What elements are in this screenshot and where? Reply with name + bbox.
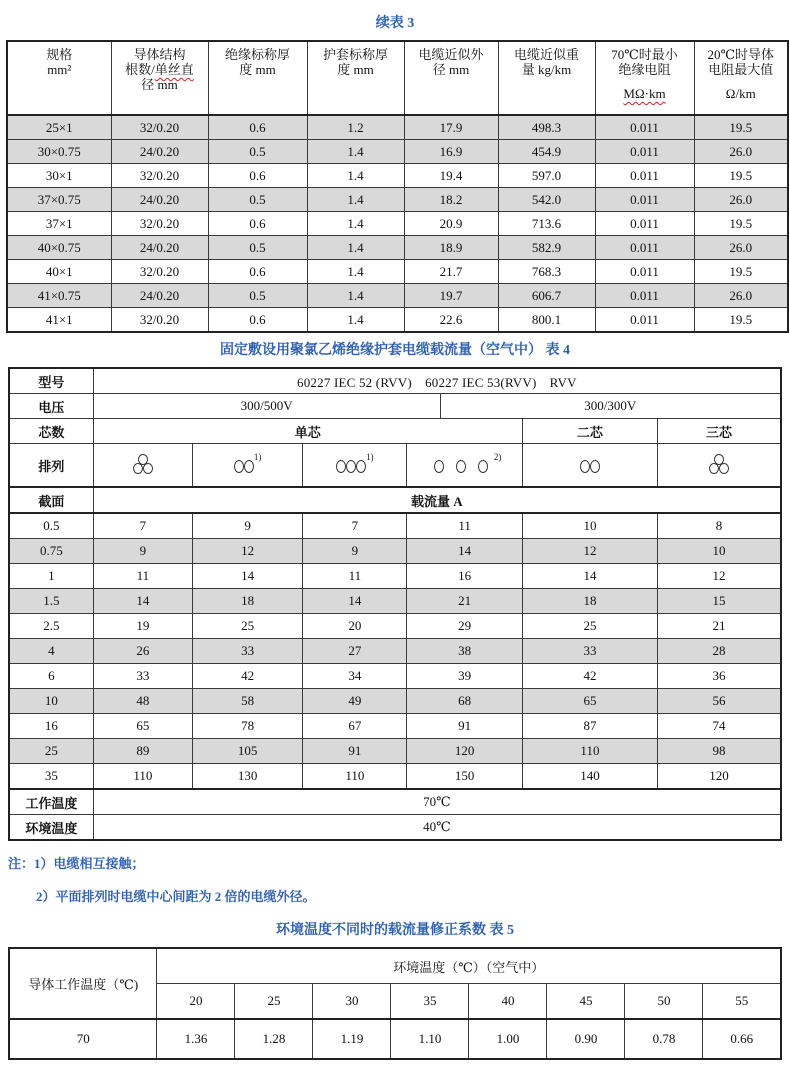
circle-glyph (478, 460, 488, 473)
cell: 19.5 (694, 164, 788, 188)
arrangement-cell (658, 444, 781, 488)
note-2: 2）平面排列时电缆中心间距为 2 倍的电缆外径。 (36, 889, 316, 904)
ampacity-cell: 9 (303, 539, 407, 564)
ambient-temp-cell: 45 (547, 984, 625, 1020)
ambient-temp-cell: 55 (703, 984, 781, 1020)
cell: 542.0 (498, 188, 595, 212)
section-cell: 2.5 (9, 614, 93, 639)
note-1: 注：1）电缆相互接触； (8, 856, 145, 871)
cell: 0.011 (595, 164, 694, 188)
correction-factor-table (8, 947, 782, 1060)
cell: 19.5 (694, 308, 788, 333)
ampacity-cell: 14 (522, 564, 657, 589)
circle-glyph (709, 463, 719, 474)
cell: 24/0.20 (111, 140, 208, 164)
ampacity-cell: 21 (407, 589, 522, 614)
table-row (9, 614, 781, 639)
ampacity-cell: 20 (303, 614, 407, 639)
table-row (9, 589, 781, 614)
ampacity-table (8, 367, 782, 841)
ampacity-cell: 11 (93, 564, 192, 589)
cell: 0.5 (208, 236, 307, 260)
cell: 18.9 (404, 236, 498, 260)
cell: 20.9 (404, 212, 498, 236)
cell: 1.4 (307, 164, 404, 188)
cell: 606.7 (498, 284, 595, 308)
model-row (9, 368, 781, 394)
cell: 37×1 (7, 212, 111, 236)
arrangement-cell (192, 444, 302, 488)
arrangement-cell (522, 444, 657, 488)
ambient-temp-group-header: 环境温度（℃）（空气中） (157, 948, 781, 984)
working-temp-value: 70℃ (93, 789, 781, 815)
cell: 1.4 (307, 188, 404, 212)
table-row (9, 564, 781, 589)
table-row (7, 140, 788, 164)
table3-body (7, 115, 788, 332)
section-label: 截面 (9, 487, 93, 513)
ampacity-cell: 12 (522, 539, 657, 564)
footnote-marker: 1) (366, 451, 374, 462)
table4-title: 固定敷设用聚氯乙烯绝缘护套电缆载流量（空气中） 表 4 (220, 343, 570, 358)
ambient-temp-cell: 35 (391, 984, 469, 1020)
circle-glyph (133, 463, 143, 474)
cell: 0.011 (595, 308, 694, 333)
cable-arrangement-icon (234, 460, 254, 473)
cell: 0.6 (208, 115, 307, 140)
cell: 26.0 (694, 236, 788, 260)
cell: 0.5 (208, 188, 307, 212)
cell: 19.4 (404, 164, 498, 188)
cell: 19.7 (404, 284, 498, 308)
cell: 768.3 (498, 260, 595, 284)
ampacity-cell: 89 (93, 739, 192, 764)
 (336, 460, 366, 473)
ambient-temp-row (9, 815, 781, 841)
conductor-temp-header: 导体工作温度（℃) (9, 948, 157, 1019)
cell: 582.9 (498, 236, 595, 260)
section-cell: 0.75 (9, 539, 93, 564)
cell: 19.5 (694, 115, 788, 140)
ampacity-cell: 74 (658, 714, 781, 739)
cell: 32/0.20 (111, 308, 208, 333)
correction-factor-cell: 0.78 (625, 1019, 703, 1059)
cell: 22.6 (404, 308, 498, 333)
cell: 498.3 (498, 115, 595, 140)
section-cell: 35 (9, 764, 93, 790)
ampacity-cell: 36 (658, 664, 781, 689)
ampacity-cell: 18 (192, 589, 302, 614)
cell: 0.011 (595, 212, 694, 236)
ampacity-cell: 58 (192, 689, 302, 714)
table-row (7, 284, 788, 308)
correction-factor-cell: 1.10 (391, 1019, 469, 1059)
cell: 32/0.20 (111, 164, 208, 188)
table3-header-cell: 护套标称厚 度 mm (307, 41, 404, 115)
cable-arrangement-icon (336, 460, 366, 473)
ampacity-cell: 11 (407, 513, 522, 539)
table3-header-cell: 绝缘标称厚 度 mm (208, 41, 307, 115)
table-row (9, 513, 781, 539)
ampacity-cell: 33 (192, 639, 302, 664)
ampacity-cell: 11 (303, 564, 407, 589)
ambient-temp-value: 40℃ (93, 815, 781, 841)
table-row (7, 115, 788, 140)
ampacity-cell: 16 (407, 564, 522, 589)
spellcheck-squiggle: MΩ·km (623, 86, 666, 101)
ampacity-cell: 39 (407, 664, 522, 689)
table5-header-row (9, 948, 781, 984)
ampacity-cell: 49 (303, 689, 407, 714)
cell: 41×0.75 (7, 284, 111, 308)
table-row (9, 664, 781, 689)
cell: 1.4 (307, 260, 404, 284)
cell: 1.4 (307, 140, 404, 164)
arrangement-cell (93, 444, 192, 488)
ampacity-cell: 91 (407, 714, 522, 739)
table3-header-cell: 电缆近似重 量 kg/km (498, 41, 595, 115)
ampacity-cell: 68 (407, 689, 522, 714)
table3-header-cell: 70℃时最小 绝缘电阻 MΩ·km (595, 41, 694, 115)
ampacity-cell: 12 (192, 539, 302, 564)
cell: 41×1 (7, 308, 111, 333)
table3-title: 续表 3 (375, 16, 415, 31)
ampacity-cell: 14 (407, 539, 522, 564)
cell: 0.6 (208, 308, 307, 333)
ampacity-cell: 26 (93, 639, 192, 664)
ampacity-cell: 33 (93, 664, 192, 689)
circle-glyph (434, 460, 444, 473)
ampacity-cell: 18 (522, 589, 657, 614)
table-row (9, 739, 781, 764)
ampacity-cell: 91 (303, 739, 407, 764)
model-label: 型号 (9, 368, 93, 394)
cable-arrangement-icon (428, 460, 494, 473)
cell: 0.011 (595, 284, 694, 308)
cable-arrangement-icon (133, 454, 153, 474)
ampacity-cell: 67 (303, 714, 407, 739)
ampacity-cell: 25 (522, 614, 657, 639)
circle-glyph (590, 460, 600, 473)
circle-glyph (719, 463, 729, 474)
voltage-row (9, 394, 781, 419)
cores-two: 二芯 (522, 419, 657, 444)
ampacity-cell: 140 (522, 764, 657, 790)
cores-label: 芯数 (9, 419, 93, 444)
table-row (7, 212, 788, 236)
ambient-temp-cell: 25 (235, 984, 313, 1020)
table3-header-cell: 20℃时导体 电阻最大值 Ω/km (694, 41, 788, 115)
 (133, 463, 153, 474)
ampacity-cell: 7 (303, 513, 407, 539)
correction-factor-cell: 1.28 (235, 1019, 313, 1059)
 (234, 460, 254, 473)
cell: 32/0.20 (111, 212, 208, 236)
voltage-right-value: 300/300V (440, 394, 781, 419)
cell: 800.1 (498, 308, 595, 333)
cell: 19.5 (694, 260, 788, 284)
ampacity-cell: 48 (93, 689, 192, 714)
ampacity-cell: 29 (407, 614, 522, 639)
ampacity-cell: 42 (192, 664, 302, 689)
cores-row (9, 419, 781, 444)
footnote-marker: 1) (253, 451, 262, 462)
cell: 713.6 (498, 212, 595, 236)
ampacity-cell: 65 (93, 714, 192, 739)
cell: 18.2 (404, 188, 498, 212)
ampacity-cell: 7 (93, 513, 192, 539)
ampacity-cell: 9 (93, 539, 192, 564)
working-temp-row (9, 789, 781, 815)
ampacity-cell: 14 (303, 589, 407, 614)
circle-glyph (143, 463, 153, 474)
cell: 1.2 (307, 115, 404, 140)
cell: 0.011 (595, 260, 694, 284)
ampacity-cell: 38 (407, 639, 522, 664)
cable-arrangement-icon (709, 454, 729, 474)
ambient-temp-label: 环境温度 (9, 815, 93, 841)
arrangement-cell (407, 444, 522, 488)
table-row (9, 714, 781, 739)
ampacity-cell: 14 (192, 564, 302, 589)
section-cell: 1 (9, 564, 93, 589)
ampacity-cell: 28 (658, 639, 781, 664)
voltage-left-value: 300/500V (93, 394, 440, 419)
circle-glyph (456, 460, 466, 473)
ampacity-cell: 56 (658, 689, 781, 714)
cell: 17.9 (404, 115, 498, 140)
conductor-temp-value: 70 (9, 1019, 157, 1059)
cable-arrangement-icon (580, 460, 600, 473)
correction-factor-cell: 1.36 (157, 1019, 235, 1059)
cell: 1.4 (307, 236, 404, 260)
ampacity-cell: 10 (658, 539, 781, 564)
cell: 0.6 (208, 212, 307, 236)
ampacity-header-row (9, 487, 781, 513)
table5-title: 环境温度不同时的载流量修正系数 表 5 (276, 923, 514, 938)
table3-header-cell: 规格 mm² (7, 41, 111, 115)
cable-spec-table (6, 40, 789, 333)
cell: 0.011 (595, 115, 694, 140)
ampacity-cell: 110 (303, 764, 407, 790)
ampacity-cell: 14 (93, 589, 192, 614)
ampacity-cell: 130 (192, 764, 302, 790)
table-row (9, 689, 781, 714)
cell: 25×1 (7, 115, 111, 140)
notes-block (8, 853, 784, 905)
ampacity-cell: 110 (522, 739, 657, 764)
cell: 26.0 (694, 284, 788, 308)
table3-header-cell: 电缆近似外 径 mm (404, 41, 498, 115)
cell: 0.6 (208, 260, 307, 284)
ampacity-cell: 27 (303, 639, 407, 664)
table3-header-row (7, 41, 788, 115)
 (709, 463, 729, 474)
ampacity-cell: 42 (522, 664, 657, 689)
table3-header-cell: 导体结构 根数/单丝直 径 mm (111, 41, 208, 115)
cell: 0.011 (595, 188, 694, 212)
cell: 26.0 (694, 140, 788, 164)
ampacity-cell: 110 (93, 764, 192, 790)
table-row (9, 639, 781, 664)
section-cell: 10 (9, 689, 93, 714)
cell: 454.9 (498, 140, 595, 164)
arrangement-cell (303, 444, 407, 488)
ampacity-cell: 78 (192, 714, 302, 739)
ampacity-cell: 65 (522, 689, 657, 714)
cell: 40×1 (7, 260, 111, 284)
table-row (9, 764, 781, 790)
model-value: 60227 IEC 52 (RVV) 60227 IEC 53(RVV) RVV (93, 368, 781, 394)
section-cell: 1.5 (9, 589, 93, 614)
ampacity-cell: 98 (658, 739, 781, 764)
cell: 0.6 (208, 164, 307, 188)
table-row (9, 539, 781, 564)
ampacity-cell: 34 (303, 664, 407, 689)
cell: 16.9 (404, 140, 498, 164)
table5-data-row (9, 1019, 781, 1059)
cell: 0.011 (595, 140, 694, 164)
table-row (7, 260, 788, 284)
cores-three: 三芯 (658, 419, 781, 444)
working-temp-label: 工作温度 (9, 789, 93, 815)
ampacity-cell: 8 (658, 513, 781, 539)
arrangement-row (9, 444, 781, 488)
cell: 24/0.20 (111, 188, 208, 212)
footnote-marker: 2) (493, 451, 502, 462)
ampacity-cell: 25 (192, 614, 302, 639)
cell: 21.7 (404, 260, 498, 284)
cell: 0.011 (595, 236, 694, 260)
cell: 1.4 (307, 212, 404, 236)
cell: 0.5 (208, 284, 307, 308)
ambient-temp-cell: 50 (625, 984, 703, 1020)
cell: 24/0.20 (111, 284, 208, 308)
ampacity-cell: 15 (658, 589, 781, 614)
cell: 32/0.20 (111, 115, 208, 140)
circle-glyph (356, 460, 366, 473)
cell: 30×0.75 (7, 140, 111, 164)
section-cell: 4 (9, 639, 93, 664)
circle-glyph (244, 460, 254, 473)
cell: 26.0 (694, 188, 788, 212)
ampacity-cell: 21 (658, 614, 781, 639)
cores-single: 单芯 (93, 419, 522, 444)
ampacity-cell: 33 (522, 639, 657, 664)
 (580, 460, 600, 473)
ampacity-label: 载流量 A (93, 487, 781, 513)
ampacity-cell: 12 (658, 564, 781, 589)
ambient-temp-cell: 20 (157, 984, 235, 1020)
cell: 32/0.20 (111, 260, 208, 284)
ampacity-cell: 87 (522, 714, 657, 739)
table-row (7, 188, 788, 212)
circle-glyph (346, 460, 356, 473)
cell: 1.4 (307, 284, 404, 308)
ambient-temp-cell: 40 (469, 984, 547, 1020)
cell: 30×1 (7, 164, 111, 188)
cell: 19.5 (694, 212, 788, 236)
cell: 24/0.20 (111, 236, 208, 260)
ampacity-cell: 19 (93, 614, 192, 639)
ambient-temp-cell: 30 (313, 984, 391, 1020)
correction-factor-cell: 0.66 (703, 1019, 781, 1059)
cell: 37×0.75 (7, 188, 111, 212)
table4-body (9, 513, 781, 789)
section-cell: 0.5 (9, 513, 93, 539)
table-row (7, 236, 788, 260)
ampacity-cell: 150 (407, 764, 522, 790)
section-cell: 25 (9, 739, 93, 764)
ampacity-cell: 120 (407, 739, 522, 764)
section-cell: 16 (9, 714, 93, 739)
correction-factor-cell: 1.19 (313, 1019, 391, 1059)
cell: 597.0 (498, 164, 595, 188)
cell: 40×0.75 (7, 236, 111, 260)
ampacity-cell: 120 (658, 764, 781, 790)
table-row (7, 308, 788, 333)
 (428, 460, 494, 473)
ampacity-cell: 10 (522, 513, 657, 539)
circle-glyph (336, 460, 346, 473)
arrangement-label: 排列 (9, 444, 93, 488)
cell: 0.5 (208, 140, 307, 164)
circle-glyph (580, 460, 590, 473)
cell: 1.4 (307, 308, 404, 333)
ampacity-cell: 9 (192, 513, 302, 539)
section-cell: 6 (9, 664, 93, 689)
ampacity-cell: 105 (192, 739, 302, 764)
spellcheck-squiggle: 单丝直 (154, 62, 194, 77)
circle-glyph (234, 460, 244, 473)
correction-factor-cell: 0.90 (547, 1019, 625, 1059)
correction-factor-cell: 1.00 (469, 1019, 547, 1059)
voltage-label: 电压 (9, 394, 93, 419)
table-row (7, 164, 788, 188)
